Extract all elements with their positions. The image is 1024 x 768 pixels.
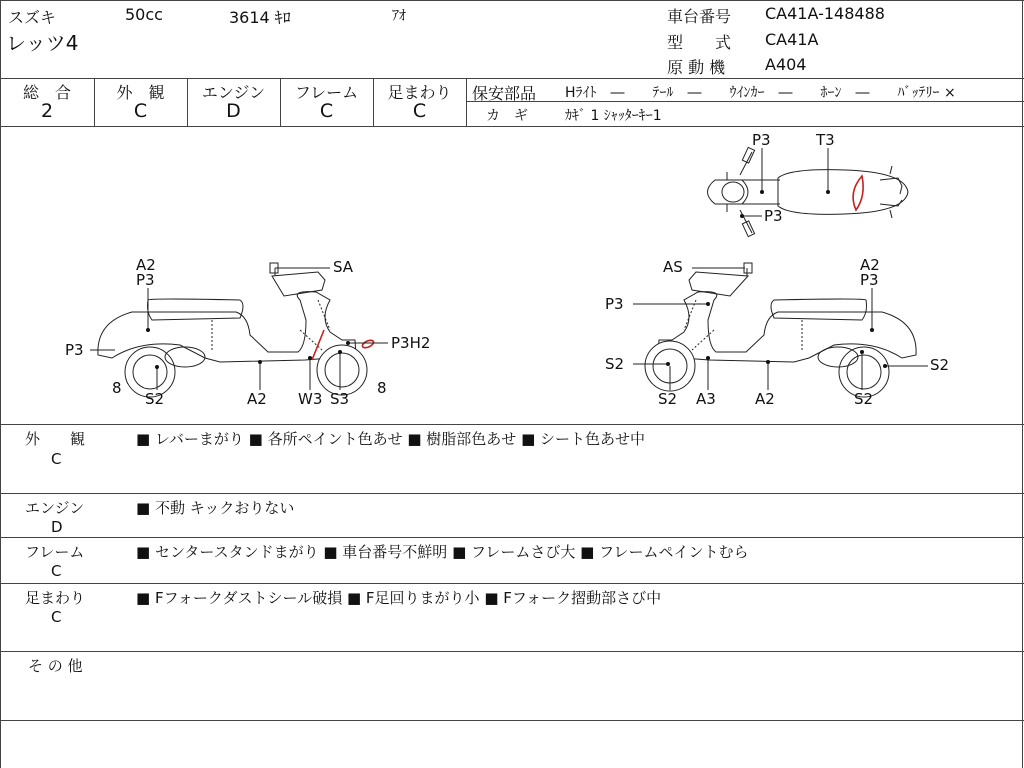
damage-code: AS: [663, 258, 683, 276]
grade-value-overall: 2: [40, 100, 54, 122]
displacement: 50cc: [125, 5, 163, 24]
key-value: ｶｷﾞ 1 ｼｬｯﾀｰｷｰ1: [565, 108, 662, 124]
damage-code: P3: [605, 295, 624, 313]
section-title-frame: フレーム: [25, 543, 85, 561]
damage-code: S2: [854, 390, 874, 408]
damage-code: A3: [696, 390, 716, 408]
section-notes-suspension: ■ Fフォークダストシール破損 ■ F足回りまがり小 ■ Fフォーク摺動部さび中: [136, 589, 662, 607]
damage-code: S2: [930, 356, 950, 374]
key-label: カ ギ: [486, 108, 528, 124]
grade-value-frame: C: [319, 100, 334, 122]
scooter-right-view: [633, 263, 928, 397]
grade-value-exterior: C: [133, 100, 148, 122]
scooter-top-view: [708, 147, 909, 236]
frame-no: CA41A-148488: [765, 4, 885, 23]
equipment-items: Hﾗｲﾄ ― ﾃｰﾙ ― ｳｲﾝｶｰ ― ﾎｰﾝ ― ﾊﾞｯﾃﾘｰ ×: [565, 85, 956, 101]
engine: A404: [765, 55, 807, 74]
section-grade-exterior: C: [51, 450, 62, 468]
damage-code: P3: [860, 271, 879, 289]
frame-no-label: 車台番号: [667, 7, 732, 26]
section-grade-suspension: C: [51, 608, 62, 626]
equipment-label: 保安部品: [472, 84, 537, 103]
damage-code: W3: [298, 390, 323, 408]
section-notes-exterior: ■ レバーまがり ■ 各所ペイント色あせ ■ 樹脂部色あせ ■ シート色あせ中: [136, 430, 646, 448]
damage-code: SA: [333, 258, 354, 276]
color: ｱｵ: [392, 8, 406, 24]
damage-code: 8: [377, 379, 387, 397]
grade-label-overall: 総 合: [22, 83, 71, 102]
damage-code: S2: [605, 355, 625, 373]
grade-label-engine: エンジン: [201, 83, 266, 102]
damage-code: P3H2: [391, 334, 431, 352]
type-label: 型 式: [667, 33, 732, 52]
section-grade-frame: C: [51, 562, 62, 580]
damage-code: S2: [658, 390, 678, 408]
damage-code: P3: [752, 131, 771, 149]
section-title-engine: エンジン: [25, 499, 85, 517]
grade-value-engine: D: [226, 100, 241, 122]
damage-code: P3: [764, 207, 783, 225]
section-title-other: そ の 他: [28, 657, 83, 675]
grade-label-suspension: 足まわり: [387, 83, 452, 102]
scooter-left-view: [90, 263, 388, 397]
damage-code: 8: [112, 379, 122, 397]
grade-label-frame: フレーム: [294, 83, 359, 102]
maker: スズキ: [8, 8, 57, 27]
model-name: レッツ4: [6, 31, 79, 55]
damage-code: A2: [755, 390, 775, 408]
damage-code: P3: [136, 271, 155, 289]
damage-code: P3: [65, 341, 84, 359]
damage-code: T3: [816, 131, 835, 149]
damage-code: S3: [330, 390, 350, 408]
type: CA41A: [765, 30, 819, 49]
damage-code: A2: [136, 256, 156, 274]
grade-value-suspension: C: [412, 100, 427, 122]
section-notes-engine: ■ 不動 キックおりない: [136, 499, 295, 517]
mileage: 3614 ｷﾛ: [229, 8, 291, 27]
damage-code: A2: [247, 390, 267, 408]
damage-code: S2: [145, 390, 165, 408]
damage-code: A2: [860, 256, 880, 274]
section-notes-frame: ■ センタースタンドまがり ■ 車台番号不鮮明 ■ フレームさび大 ■ フレームペイントむら: [136, 543, 749, 561]
grade-label-exterior: 外 観: [116, 83, 165, 102]
section-title-exterior: 外 観: [25, 430, 86, 448]
section-grade-engine: D: [51, 518, 63, 536]
engine-label: 原 動 機: [667, 58, 726, 77]
section-title-suspension: 足まわり: [25, 589, 86, 607]
